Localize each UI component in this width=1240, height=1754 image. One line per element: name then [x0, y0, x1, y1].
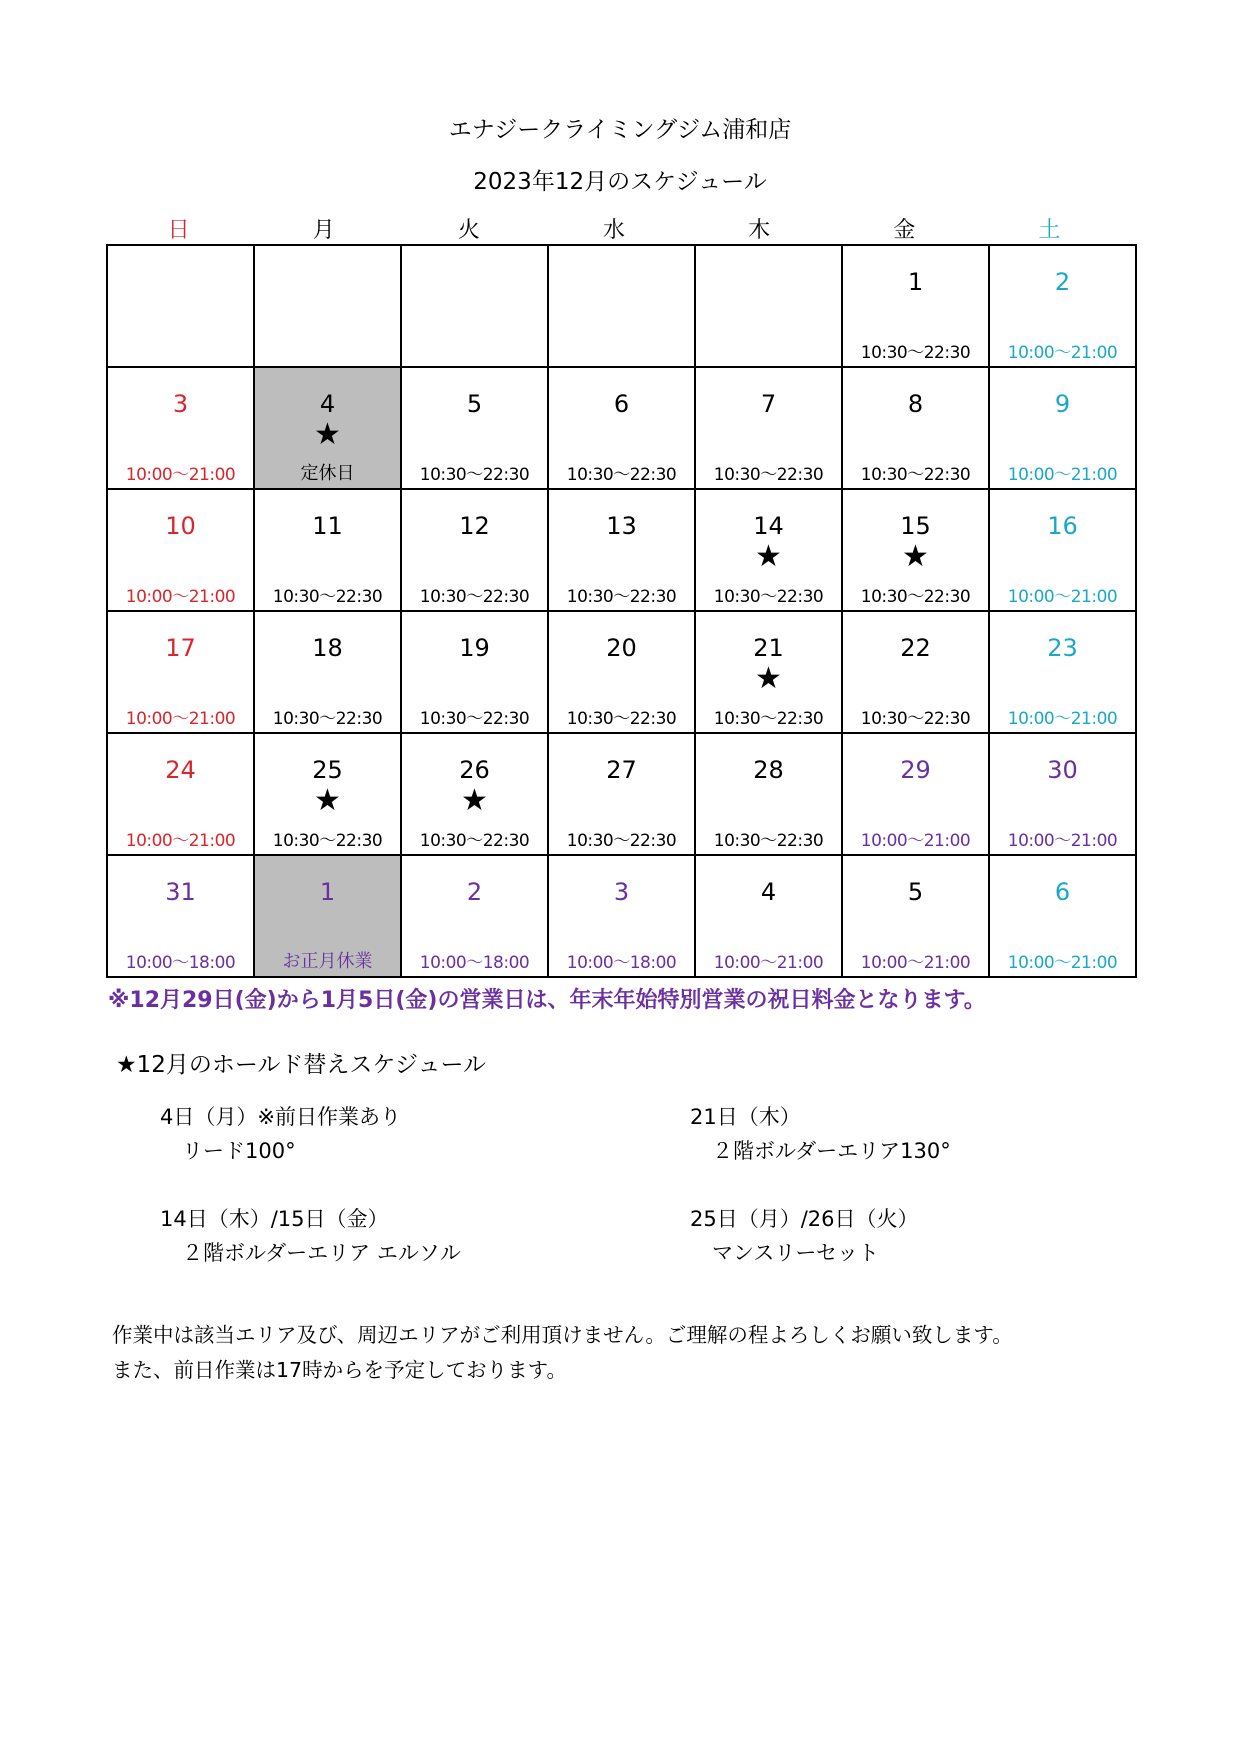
business-hours: 10:00～21:00: [125, 709, 236, 729]
business-hours: 10:30～22:30: [713, 465, 824, 485]
star-icon: ★: [755, 661, 782, 696]
business-hours: 10:00～21:00: [125, 831, 236, 851]
closed-label: お正月休業: [282, 951, 373, 972]
business-hours: 10:00～21:00: [1007, 953, 1118, 973]
calendar-day-cell: [842, 245, 989, 367]
calendar-day-cell: [695, 367, 842, 489]
calendar-day-cell: [548, 367, 695, 489]
business-hours: 10:30～22:30: [860, 709, 971, 729]
calendar-day-cell: [842, 367, 989, 489]
calendar-day-cell: [401, 611, 548, 733]
day-number: 1: [907, 268, 924, 296]
calendar-day-cell: [695, 855, 842, 977]
hold-item: [160, 1202, 461, 1270]
hold-item: [690, 1100, 951, 1168]
day-number: 15: [900, 512, 931, 540]
calendar-day-cell: [989, 245, 1136, 367]
calendar-day-cell: [254, 611, 401, 733]
calendar-day-cell: [401, 245, 548, 367]
weekday-friday: 金: [893, 218, 916, 243]
day-number: 28: [753, 756, 784, 784]
hold-item: [160, 1100, 401, 1168]
hold-item: [690, 1202, 919, 1270]
business-hours: 10:30～22:30: [419, 465, 530, 485]
hold-item-date: 25日（月）/26日（火）: [690, 1207, 919, 1231]
calendar-day-cell: [695, 489, 842, 611]
calendar-day-cell: [842, 611, 989, 733]
day-number: 5: [466, 390, 483, 418]
hold-schedule-heading: ★12月のホールド替えスケジュール: [116, 1052, 487, 1078]
business-hours: 10:30～22:30: [272, 831, 383, 851]
calendar-day-cell: [107, 245, 254, 367]
weekday-wednesday: 水: [602, 218, 625, 243]
day-number: 2: [466, 878, 483, 906]
calendar-day-cell: [989, 367, 1136, 489]
calendar-day-cell: [842, 733, 989, 855]
business-hours: 10:30～22:30: [860, 343, 971, 363]
weekday-thursday: 木: [748, 218, 771, 243]
calendar-day-cell: [548, 733, 695, 855]
business-hours: 10:00～21:00: [125, 465, 236, 485]
calendar-day-cell: [254, 855, 401, 977]
calendar-day-cell: [254, 489, 401, 611]
calendar-day-cell: [989, 489, 1136, 611]
day-number: 4: [760, 878, 777, 906]
day-number: 1: [319, 878, 336, 906]
star-icon: ★: [314, 417, 341, 452]
calendar-day-cell: [548, 489, 695, 611]
day-number: 30: [1047, 756, 1078, 784]
business-hours: 10:00～21:00: [1007, 831, 1118, 851]
day-number: 21: [753, 634, 784, 662]
day-number: 20: [606, 634, 637, 662]
calendar-day-cell: [695, 733, 842, 855]
day-number: 6: [613, 390, 630, 418]
day-number: 24: [165, 756, 196, 784]
hold-item-date: 21日（木）: [690, 1105, 801, 1129]
closed-label: 定休日: [300, 463, 355, 484]
business-hours: 10:00～18:00: [125, 953, 236, 973]
business-hours: 10:30～22:30: [272, 709, 383, 729]
calendar-week-row: [107, 611, 1136, 733]
business-hours: 10:00～21:00: [1007, 343, 1118, 363]
hold-item-detail: ２階ボルダーエリア エルソル: [182, 1241, 461, 1265]
calendar-day-cell: [107, 489, 254, 611]
business-hours: 10:00～18:00: [566, 953, 677, 973]
day-number: 26: [459, 756, 490, 784]
month-title: 2023年12月のスケジュール: [473, 169, 767, 195]
calendar-day-cell: [989, 855, 1136, 977]
business-hours: 10:30～22:30: [713, 831, 824, 851]
day-number: 31: [165, 878, 196, 906]
day-number: 14: [753, 512, 784, 540]
year-end-notice: ※12月29日(金)から1月5日(金)の営業日は、年末年始特別営業の祝日料金となります。: [108, 988, 986, 1013]
day-number: 19: [459, 634, 490, 662]
schedule-calendar: [106, 244, 1137, 978]
footer-line: 作業中は該当エリア及び、周辺エリアがご利用頂けません。ご理解の程よろしくお願い致します。: [112, 1323, 1013, 1347]
calendar-day-cell: [695, 245, 842, 367]
day-number: 16: [1047, 512, 1078, 540]
day-number: 23: [1047, 634, 1078, 662]
calendar-week-row: [107, 367, 1136, 489]
star-icon: ★: [902, 539, 929, 574]
calendar-day-cell: [989, 611, 1136, 733]
day-number: 6: [1054, 878, 1071, 906]
calendar-week-row: [107, 855, 1136, 977]
star-icon: ★: [314, 783, 341, 818]
calendar-day-cell: [401, 855, 548, 977]
store-title: エナジークライミングジム浦和店: [448, 117, 792, 143]
calendar-day-cell: [842, 855, 989, 977]
day-number: 10: [165, 512, 196, 540]
calendar-day-cell: [548, 245, 695, 367]
hold-item-detail: リード100°: [182, 1139, 296, 1163]
business-hours: 10:00～21:00: [713, 953, 824, 973]
day-number: 13: [606, 512, 637, 540]
hold-item-detail: マンスリーセット: [712, 1241, 879, 1265]
footer-line: また、前日作業は17時からを予定しております。: [112, 1358, 567, 1382]
business-hours: 10:30～22:30: [566, 831, 677, 851]
calendar-week-row: [107, 733, 1136, 855]
hold-item-date: 14日（木）/15日（金）: [160, 1207, 389, 1231]
weekday-monday: 月: [312, 218, 335, 243]
weekday-tuesday: 火: [457, 218, 480, 243]
calendar-day-cell: [989, 733, 1136, 855]
calendar-day-cell: [695, 611, 842, 733]
calendar-day-cell: [842, 489, 989, 611]
business-hours: 10:30～22:30: [713, 587, 824, 607]
hold-item-date: 4日（月）※前日作業あり: [160, 1105, 401, 1129]
business-hours: 10:30～22:30: [566, 709, 677, 729]
business-hours: 10:30～22:30: [860, 465, 971, 485]
hold-item-detail: ２階ボルダーエリア130°: [712, 1139, 951, 1163]
business-hours: 10:30～22:30: [566, 465, 677, 485]
day-number: 11: [312, 512, 343, 540]
day-number: 8: [907, 390, 924, 418]
calendar-day-cell: [107, 733, 254, 855]
footer-note: [112, 1318, 1013, 1388]
day-number: 22: [900, 634, 931, 662]
calendar-day-cell: [254, 733, 401, 855]
calendar-day-cell: [401, 367, 548, 489]
business-hours: 10:30～22:30: [272, 587, 383, 607]
business-hours: 10:00～21:00: [1007, 709, 1118, 729]
business-hours: 10:00～21:00: [860, 831, 971, 851]
day-number: 3: [172, 390, 189, 418]
business-hours: 10:00～21:00: [860, 953, 971, 973]
calendar-day-cell: [401, 489, 548, 611]
calendar-day-cell: [548, 611, 695, 733]
calendar-day-cell: [107, 611, 254, 733]
day-number: 9: [1054, 390, 1071, 418]
day-number: 3: [613, 878, 630, 906]
star-icon: ★: [755, 539, 782, 574]
business-hours: 10:00～18:00: [419, 953, 530, 973]
business-hours: 10:30～22:30: [713, 709, 824, 729]
day-number: 2: [1054, 268, 1071, 296]
day-number: 18: [312, 634, 343, 662]
business-hours: 10:30～22:30: [860, 587, 971, 607]
day-number: 29: [900, 756, 931, 784]
business-hours: 10:00～21:00: [1007, 465, 1118, 485]
calendar-week-row: [107, 489, 1136, 611]
calendar-day-cell: [548, 855, 695, 977]
calendar-day-cell: [254, 245, 401, 367]
weekday-header: [106, 218, 1122, 244]
star-icon: ★: [461, 783, 488, 818]
calendar-day-cell: [107, 855, 254, 977]
business-hours: 10:30～22:30: [566, 587, 677, 607]
calendar-day-cell: [401, 733, 548, 855]
day-number: 27: [606, 756, 637, 784]
calendar-day-cell: [254, 367, 401, 489]
business-hours: 10:30～22:30: [419, 587, 530, 607]
day-number: 12: [459, 512, 490, 540]
day-number: 25: [312, 756, 343, 784]
day-number: 5: [907, 878, 924, 906]
day-number: 4: [319, 390, 336, 418]
business-hours: 10:00～21:00: [1007, 587, 1118, 607]
business-hours: 10:30～22:30: [419, 709, 530, 729]
business-hours: 10:00～21:00: [125, 587, 236, 607]
calendar-day-cell: [107, 367, 254, 489]
weekday-saturday: 土: [1038, 218, 1061, 243]
day-number: 7: [760, 390, 777, 418]
weekday-sunday: 日: [167, 218, 190, 243]
calendar-week-row: [107, 245, 1136, 367]
business-hours: 10:30～22:30: [419, 831, 530, 851]
day-number: 17: [165, 634, 196, 662]
